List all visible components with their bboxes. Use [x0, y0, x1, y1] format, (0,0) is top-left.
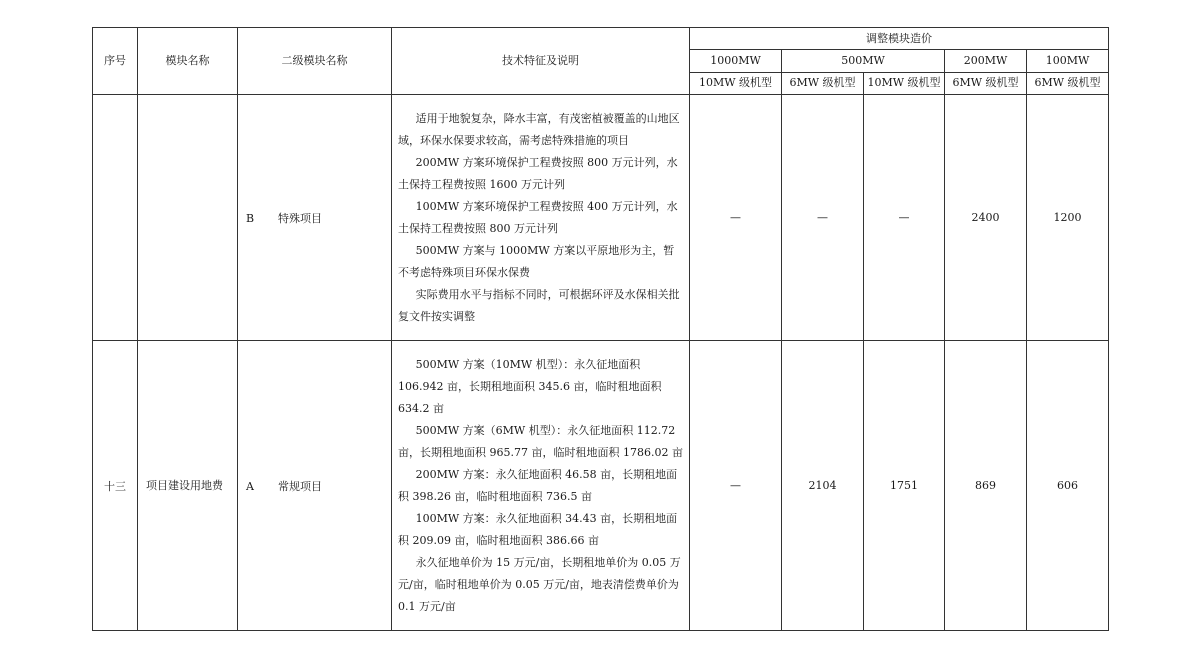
desc-paragraph: 500MW 方案（6MW 机型）：永久征地面积 112.72 亩，长期租地面积 965.77 亩，临时租地面积 1786.02 亩 [398, 423, 683, 459]
cost-value: — [782, 95, 864, 341]
cost-table [92, 27, 1109, 631]
cost-value: 606 [1027, 341, 1109, 631]
desc-paragraph: 适用于地貌复杂，降水丰富，有茂密植被覆盖的山地区域，环保水保要求较高，需考虑特殊措施的项目 [398, 111, 680, 147]
row-module-name: 项目建设用地费 [138, 341, 238, 631]
cost-value: 2104 [782, 341, 864, 631]
row-tech-desc [392, 341, 690, 631]
row-seq: 十三 [93, 341, 138, 631]
desc-paragraph: 500MW 方案与 1000MW 方案以平原地形为主，暂不考虑特殊项目环保水保费 [398, 243, 675, 279]
header-capacity-100mw: 100MW [1027, 50, 1109, 72]
sub-module-code: A [246, 479, 254, 493]
header-model: 10MW 级机型 [690, 72, 782, 94]
sub-module-name: 常规项目 [278, 479, 322, 493]
row-module-name [138, 95, 238, 341]
sub-module-code: B [246, 211, 255, 225]
header-capacity-500mw: 500MW [782, 50, 945, 72]
header-module-name: 模块名称 [138, 28, 238, 95]
cost-value: 2400 [945, 95, 1027, 341]
row-tech-desc [392, 95, 690, 341]
table-row [93, 341, 1109, 631]
header-model: 6MW 级机型 [945, 72, 1027, 94]
cost-value: 1200 [1027, 95, 1109, 341]
desc-paragraph: 500MW 方案（10MW 机型）：永久征地面积 106.942 亩，长期租地面积 345.6 亩，临时租地面积 634.2 亩 [398, 357, 662, 415]
sub-module-name: 特殊项目 [278, 211, 322, 225]
desc-paragraph: 100MW 方案：永久征地面积 34.43 亩，长期租地面积 209.09 亩，临时租地面积 386.66 亩 [398, 511, 678, 547]
desc-paragraph: 实际费用水平与指标不同时，可根据环评及水保相关批复文件按实调整 [398, 287, 680, 323]
row-sub-module [238, 341, 392, 631]
header-model: 6MW 级机型 [782, 72, 864, 94]
cost-value: 1751 [864, 341, 945, 631]
header-tech-desc: 技术特征及说明 [392, 28, 690, 95]
header-capacity-1000mw: 1000MW [690, 50, 782, 72]
desc-paragraph: 100MW 方案环境保护工程费按照 400 万元计列，水土保持工程费按照 800 万元计列 [398, 199, 678, 235]
cost-value: — [864, 95, 945, 341]
row-seq [93, 95, 138, 341]
cost-value: 869 [945, 341, 1027, 631]
header-model: 10MW 级机型 [864, 72, 945, 94]
header-model: 6MW 级机型 [1027, 72, 1109, 94]
header-seq: 序号 [93, 28, 138, 95]
cost-value: — [690, 95, 782, 341]
table-row [93, 95, 1109, 341]
header-cost-group: 调整模块造价 [690, 28, 1109, 50]
desc-paragraph: 永久征地单价为 15 万元/亩，长期租地单价为 0.05 万元/亩，临时租地单价为 0.05 万元/亩，地表清偿费单价为 0.1 万元/亩 [398, 555, 681, 613]
cost-value: — [690, 341, 782, 631]
header-capacity-200mw: 200MW [945, 50, 1027, 72]
row-sub-module [238, 95, 392, 341]
desc-paragraph: 200MW 方案环境保护工程费按照 800 万元计列，水土保持工程费按照 1600 万元计列 [398, 155, 678, 191]
desc-paragraph: 200MW 方案：永久征地面积 46.58 亩，长期租地面积 398.26 亩，临时租地面积 736.5 亩 [398, 467, 678, 503]
header-sub-module-name: 二级模块名称 [238, 28, 392, 95]
